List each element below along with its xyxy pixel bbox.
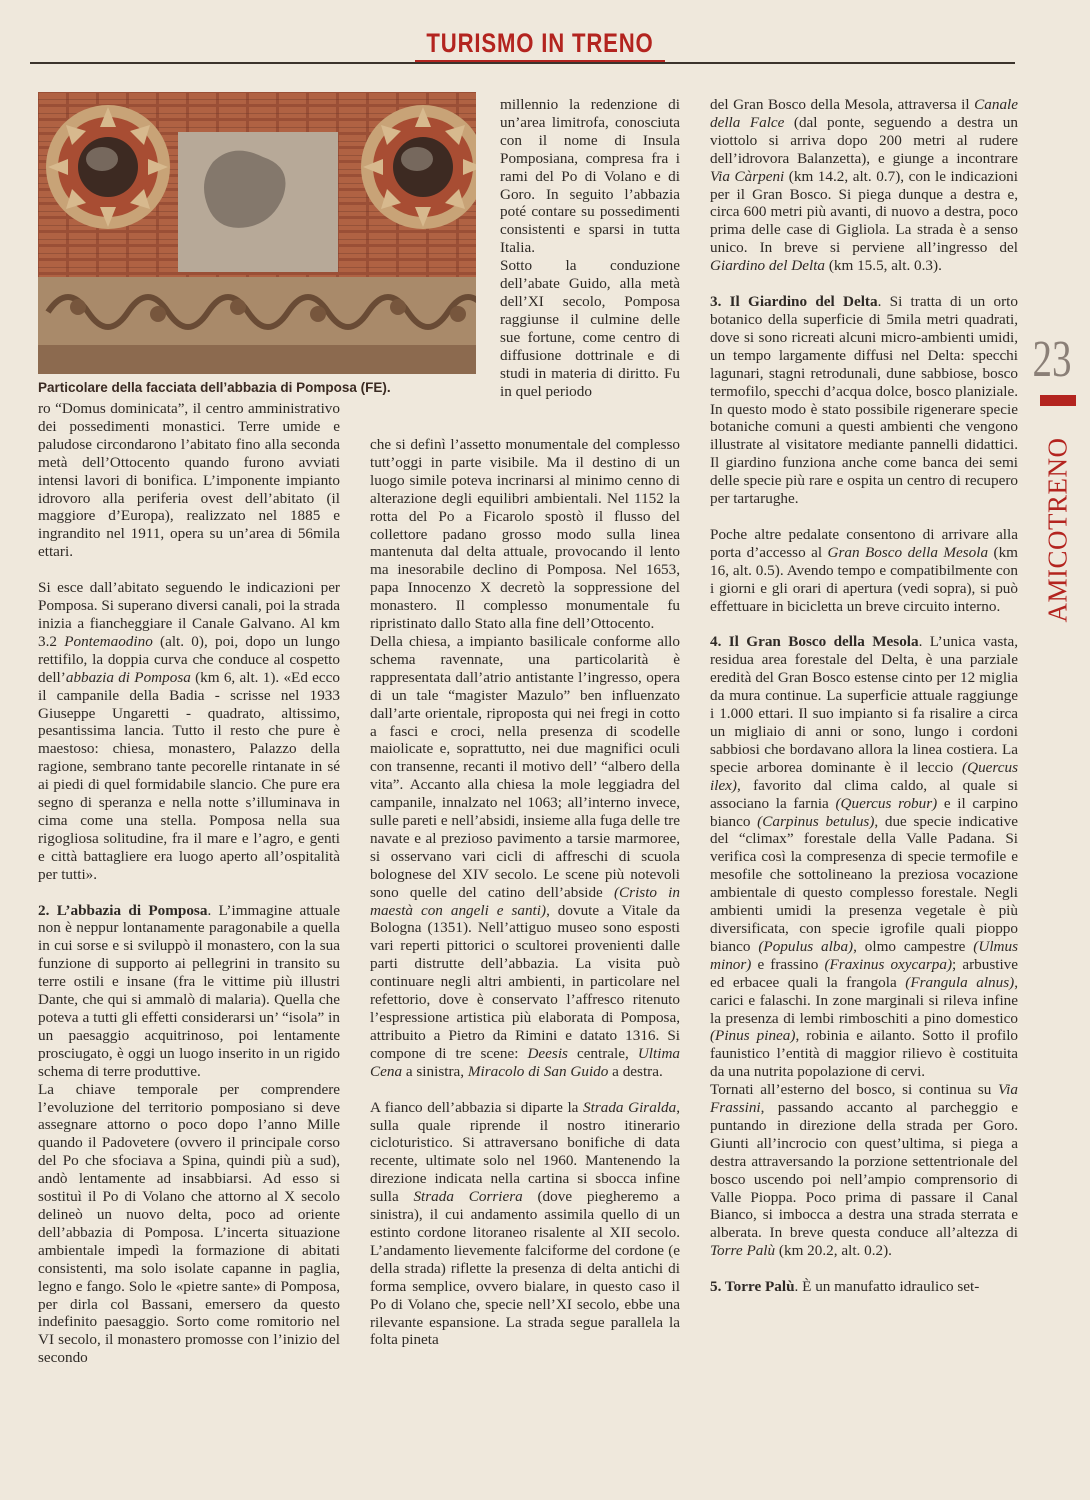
section-2-paragraph: 2. L’abbazia di Pomposa. L’immagine attuale non è neppur lontanamente paragonabile a quella in cui sorse e si sviluppò il monastero, con la sua funzione di supporto ai pellegrini in transito su terre ostili e insane (fra le vittime più illustri Dante, che qui si ammalò di malaria). Quella che poteva a tutti gli effetti considerarsi un’ “isola” in un paesaggio acquitrinoso, poi lentamente prosciugato, è oggi un luogo inserito in un rigido schema di terre produttive. (38, 901, 340, 1080)
section-5-paragraph: 5. Torre Palù. È un manufatto idraulico set- (710, 1278, 980, 1296)
section-3-paragraph: 3. Il Giardino del Delta. Si tratta di un orto botanico della superficie di 5mila metri quadrati, dove si sono ricreati alcuni micro-ambienti umidi, un tempo largamente diffusi nel Delta: specchi lagunari, stagni retrodunali, dune sabbiose, bosco termofilo, specchi d’acqua dolce, bosco planiziale. In questo modo è stato possibile rigenerare specie botaniche comuni a questi ambienti che vengono illustrate al visitatore mediante pannelli didattici. Il giardino funziona anche come banca dei semi delle specie più rare e ospita un centro di recupero per tartarughe. (710, 293, 1018, 508)
facade-photo (38, 92, 476, 374)
paragraph: che si definì l’assetto monumentale del complesso tutt’oggi in parte visibile. Ma il destino di un luogo simile poteva incrinarsi al minimo cenno di alterazione degli equilibri ambientali. Nel 1152 la rotta del Po a Ficarolo spostò il flusso del collettore padano grosso modo sulla linea mantenuta dal delta attuale, provocando il lento ma inesorabile declino di Pomposa. Nel 1653, papa Innocenzo X decretò la soppressione del monastero. Il complesso monumentale fu ripristinato dallo Stato alla fine dell’Ottocento. (370, 436, 680, 633)
paragraph: A fianco dell’abbazia si diparte la Strada Giralda, sulla quale riprende il nostro itinerario cicloturistico. Si attraversano bonifiche di data recente, ultimate solo nel 1960. Mantenendo la direzione indicata nella cartina si sbocca infine sulla Strada Corriera (dove piegheremo a sinistra), il cui andamento assimila quello di un estinto cordone litoraneo risalente al XII secolo. L’andamento lievemente falciforme del cordone (e della strada) riflette la presenza di delta antichi di forma semplice, ovvero bialare, in questo caso il Po di Volano che, specie nell’XI secolo, ebbe una rilevante espansione. La strada segue parallela la folta pineta (370, 1098, 681, 1349)
text-column-2-narrow (500, 96, 680, 400)
side-section-label: AMICOTRENO (1042, 437, 1073, 623)
paragraph: Si esce dall’abitato seguendo le indicazioni per Pomposa. Si superano diversi canali, poi la strada inizia a fiancheggiare il Canale Galvano. Al km 3.2 Pontemaodino (alt. 0), poi, dopo un lungo rettifilo, la doppia curva che conduce al cospetto dell’abbazia di Pomposa (km 6, alt. 1). «Ed ecco il campanile della Badia - scrisse nel 1933 Giuseppe Ungaretti - quadrato, altissimo, pesantissima lancia. Tutto il resto che pure è maestoso: chiesa, monastero, Palazzo della ragione, sembrano tante pecorelle rintanate in sé ai piedi di quel formidabile slancio. Che pure era segno di speranza e nella notte s’illuminava in cima come una stella. Pomposa nella sua rigogliosa solitudine, fra il mare e l’agro, e genti e città battagliere era luogo aperto all’ospitalità per tutti». (38, 579, 341, 883)
section-heading: 2. L’abbazia di Pomposa (38, 901, 208, 919)
text-column-2 (370, 436, 680, 1349)
page-header-title: TURISMO IN TRENO (426, 28, 654, 58)
header-rule (30, 62, 1015, 64)
page-number: 23 (1032, 331, 1072, 388)
paragraph: La chiave temporale per comprendere l’evoluzione del territorio pomposiano si deve assegnare attorno o poco dopo l’anno Mille quando il Padovetere (ovvero il principale corso del Po che sfociava a Spina, quindi più a sud), andò lentamente ad insabbiarsi. Ad esso si sostituì il Po di Volano che attorno al X secolo delineò un nuovo delta, poco ad oriente dell’abbazia di Pomposa. L’incerta situazione ambientale impedì la formazione di abitati consistenti, ma solo isolate capanne in paglia, legno e fango. Solo le «pietre sante» di Pomposa, per dirla col Bassani, emersero da questo indefinito paesaggio. Sorto come romitorio nel VI secolo, il monastero promosse con l’inizio del secondo (38, 1080, 340, 1367)
paragraph: Tornati all’esterno del bosco, si continua su Via Frassini, passando accanto al parcheggio e puntando in direzione della strada per Goro. Giunti all’incrocio con quest’ultima, si piega a destra attraversando la porzione settentrionale del bosco uscendo poi nell’ampio comprensorio di Valle Pioppa. Poco prima di passare il Canal Bianco, si imbocca a destra una strada sterrata e alberata. In breve questa conduce all’altezza di Torre Palù (km 20.2, alt. 0.2). (710, 1081, 1018, 1260)
section-heading: 4. Il Gran Bosco della Mesola (710, 633, 919, 651)
paragraph: del Gran Bosco della Mesola, attraversa il Canale della Falce (dal ponte, seguendo a destra un viottolo si arriva dopo 200 metri al rudere dell’idrovora Balanzetta), e giunge a incontrare Via Càrpeni (km 14.2, alt. 0.7), con le indicazioni per il Gran Bosco. Si piega dunque a destra e, circa 600 metri più avanti, di nuovo a destra, poco prima delle case di Gigliola. La strada è a senso unico. In breve si perviene all’ingresso del Giardino del Delta (km 15.5, alt. 0.3). (710, 96, 1018, 275)
facade-photo-illustration (38, 92, 476, 374)
paragraph: Poche altre pedalate consentono di arrivare alla porta d’accesso al Gran Bosco della Mesola (km 16, alt. 0.5). Avendo tempo e compatibilmente con i giorni e gli orari di apertura (vedi sopra), si può effettuare in bicicletta un breve circuito interno. (710, 525, 1018, 615)
section-marker-bar (1040, 395, 1076, 406)
text-column-3 (710, 96, 1018, 1296)
text-column-1 (38, 400, 340, 1367)
paragraph: Sotto la conduzione dell’abate Guido, alla metà dell’XI secolo, Pomposa raggiunse il culmine delle sue fortune, come centro di diffusione dottrinale e di studi in materia di diritto. Fu in quel periodo (500, 257, 680, 400)
paragraph: millennio la redenzione di un’area limitrofa, conosciuta con il nome di Insula Pomposiana, compresa fra i rami del Po di Volano e di Goro. In seguito l’abbazia poté contare su possedimenti consistenti e sparsi in tutta Italia. (500, 96, 680, 257)
section-4-paragraph: 4. Il Gran Bosco della Mesola. L’unica vasta, residua area forestale del Delta, è una parziale eredità del Gran Bosco estense cinto per 12 miglia da mura continue. La superficie attuale raggiunge i 1.000 ettari. Il suo impianto si fa risalire a circa un migliaio di anni or sono, lungo i cordoni sabbiosi che bordavano allora la linea costiera. La specie arborea dominante è il leccio (Quercus ilex), favorito dal clima caldo, al quale si associano la farnia (Quercus robur) e il carpino bianco (Carpinus betulus), due specie indicative del “climax” forestale della Valle Padana. Si verifica così la compresenza di specie termofile e mesofile che sottolineano la preziosa vocazione ambientale di questo complesso forestale. Negli ambienti umidi la presenza vegetale è più diversificata, con specie igrofile quali pioppo bianco (Populus alba), olmo campestre (Ulmus minor) e frassino (Fraxinus oxycarpa); arbustive ed erbacee quali la frangola (Frangula alnus), carici e falaschi. In zone marginali si rileva infine la presenza di lembi rimboschiti a pino domestico (Pinus pinea), robinia e ailanto. Sotto il profilo faunistico l’entità di maggior rilievo è costituita da una nutrita popolazione di cervi. (710, 633, 1019, 1081)
figure-caption: Particolare della facciata dell’abbazia di Pomposa (FE). (38, 380, 391, 395)
section-heading: 3. Il Giardino del Delta (710, 293, 878, 311)
paragraph: ro “Domus dominicata”, il centro amministrativo dei possedimenti monastici. Terre umide e paludose circondarono l’abitato fino alla seconda metà dell’Ottocento quando furono avviati intensi lavori di bonifica. L’imponente impianto idrovoro alla periferia ovest dell’abitato (il maggiore d’Europa), realizzato nel 1885 e ingrandito nel 1911, opera su un’area di 56mila ettari. (38, 400, 340, 561)
paragraph: Della chiesa, a impianto basilicale conforme allo schema ravennate, una particolarità è rappresentata dall’atrio antistante l’ingresso, opera di un tale “magister Mazulo” ben influenzato dall’arte orientale, riproposta qui nei fregi in cotto a fasci e croci, nella presenza di scodelle maiolicate e, soprattutto, nei due magnifici oculi con transenne, recanti il motivo dell’ “albero della vita”. Accanto alla chiesa la mole leggiadra del campanile, innalzato nel 1063; all’interno invece, sulle pareti e nell’absidi, insieme alla fuga delle tre navate e al prezioso pavimento a tarsie marmoree, si osservano vari cicli di affreschi di scuola bolognese del XIV secolo. Le scene più notevoli sono quelle del catino dell’abside (Cristo in maestà con angeli e santi), dovute a Vitale da Bologna (1351). Nell’attiguo museo sono esposti vari reperti pittorici o scultorei provenienti dalle parti distrutte dell’abbazia. La visita può continuare negli altri ambienti, in particolare nel refettorio, dove è conservato l’affresco ritenuto l’espressione artistica più elaborata di Pomposa, attribuito a Pietro da Rimini e datato 1316. Si compone di tre scene: Deesis centrale, Ultima Cena a sinistra, Miracolo di San Guido a destra. (370, 632, 681, 1080)
section-heading: 5. Torre Palù (710, 1278, 795, 1296)
